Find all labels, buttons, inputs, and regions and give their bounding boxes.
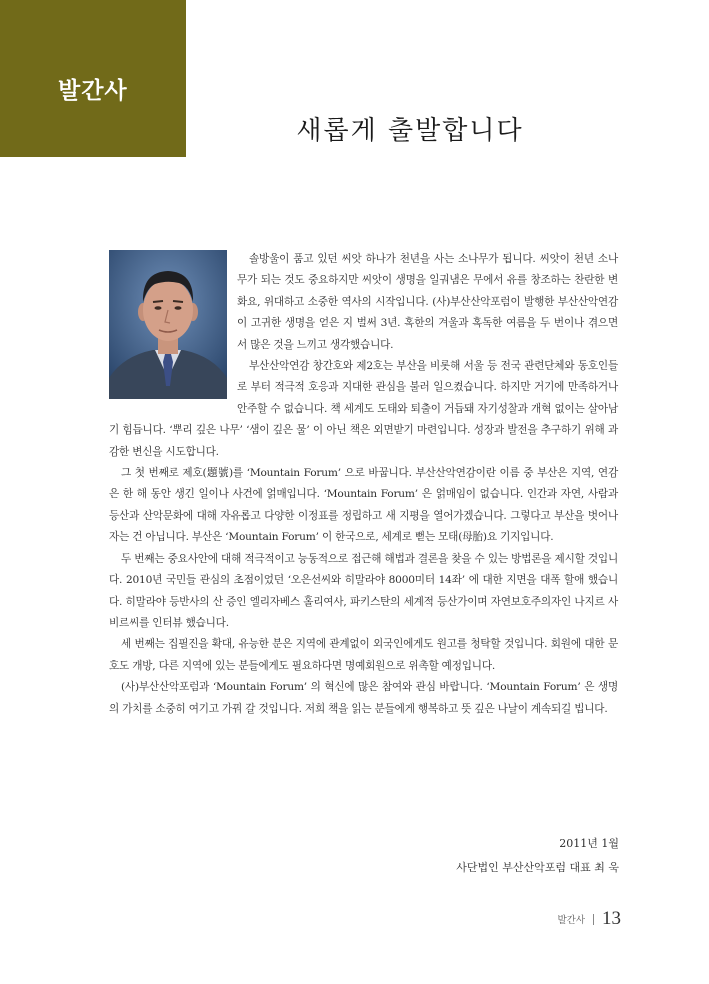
closing-signature: 사단법인 부산산악포럼 대표 최 욱 <box>456 861 619 874</box>
paragraph: 솔방울이 품고 있던 씨앗 하나가 천년을 사는 소나무가 됩니다. 씨앗이 천년 소나무가 되는 것도 중요하지만 씨앗이 생명을 일궈냄은 무에서 유를 창조하는 찬란한 변화요, 위대하고 소중한 역사의 시작입니다. (사)부산산악포럼이 발행한 부산산악연감이 고귀한 생명을 얻은 지 벌써 3년. 혹한의 겨울과 혹독한 여름을 두 번이나 겪으면서 많은 것을 느끼고 생각했습니다. <box>237 253 618 351</box>
paragraph: 그 첫 번째로 제호(題號)를 ‘Mountain Forum’ 으로 바꿉니다. 부산산악연감이란 이름 중 부산은 지역, 연감은 한 해 동안 생긴 일이나 사건에 얽매입니다. ‘Mountain Forum’ 은 얽매임이 없습니다. 인간과 자연, 사람과 등산과 산악문화에 대해 자유롭고 다양한 이정표를 정립하고 새 지평을 열어가겠습니다. 그렇다고 부산을 벗어나자는 건 아닙니다. 부산은 ‘Mountain Forum’ 이 한국으로, 세계로 뻗는 모태(母胎)요 기지입니다. <box>109 467 618 544</box>
paragraph: 세 번째는 집필진을 확대, 유능한 분은 지역에 관계없이 외국인에게도 원고를 청탁할 것입니다. 회원에 대한 문호도 개방, 다른 지역에 있는 분들에게도 필요하다면 명예회원으로 위촉할 예정입니다. <box>109 638 618 672</box>
footer-divider <box>593 914 594 925</box>
page-footer <box>557 908 621 930</box>
paragraph: 부산산악연감 창간호와 제2호는 부산을 비롯해 서울 등 전국 관련단체와 동호인들로 부터 적극적 호응과 지대한 관심을 불러 일으켰습니다. 하지만 거기에 만족하거나 안주할 수 없습니다. 책 세계도 도태와 퇴출이 거듭돼 자기성찰과 개혁 없이는 살아남기 힘듭니다. ‘뿌리 깊은 나무’ ‘샘이 깊은 물’ 이 아닌 책은 외면받기 마련입니다. 성장과 발전을 추구하기 위해 과감한 변신을 시도합니다. <box>109 360 618 458</box>
closing-block <box>456 832 619 880</box>
portrait-photo <box>109 250 227 399</box>
section-label: 발간사 <box>58 78 128 104</box>
body-text <box>109 249 618 720</box>
portrait-photo-icon <box>109 250 227 399</box>
paragraph: (사)부산산악포럼과 ‘Mountain Forum’ 의 혁신에 많은 참여와 관심 바랍니다. ‘Mountain Forum’ 은 생명의 가치를 소중히 여기고 가꿔 갈 것입니다. 저희 책을 읽는 분들에게 행복하고 뜻 깊은 나날이 계속되길 빕니다. <box>109 681 618 715</box>
page-number: 13 <box>602 908 621 929</box>
section-tab <box>0 0 186 157</box>
closing-date: 2011년 1월 <box>559 837 619 850</box>
footer-section-label: 발간사 <box>557 915 585 926</box>
page-title: 새롭게 출발합니다 <box>296 116 524 146</box>
paragraph: 두 번째는 중요사안에 대해 적극적이고 능동적으로 접근해 해법과 결론을 찾을 수 있는 방법론을 제시할 것입니다. 2010년 국민들 관심의 초점이었던 ‘오은선씨와 히말라야 8000미터 14좌’ 에 대한 지면을 대폭 할애 했습니다. 히말라야 등반사의 산 증인 엘리자베스 홀리여사, 파키스탄의 세계적 등산가이며 자연보호주의자인 나지르 사비르씨를 인터뷰 했습니다. <box>109 552 618 629</box>
